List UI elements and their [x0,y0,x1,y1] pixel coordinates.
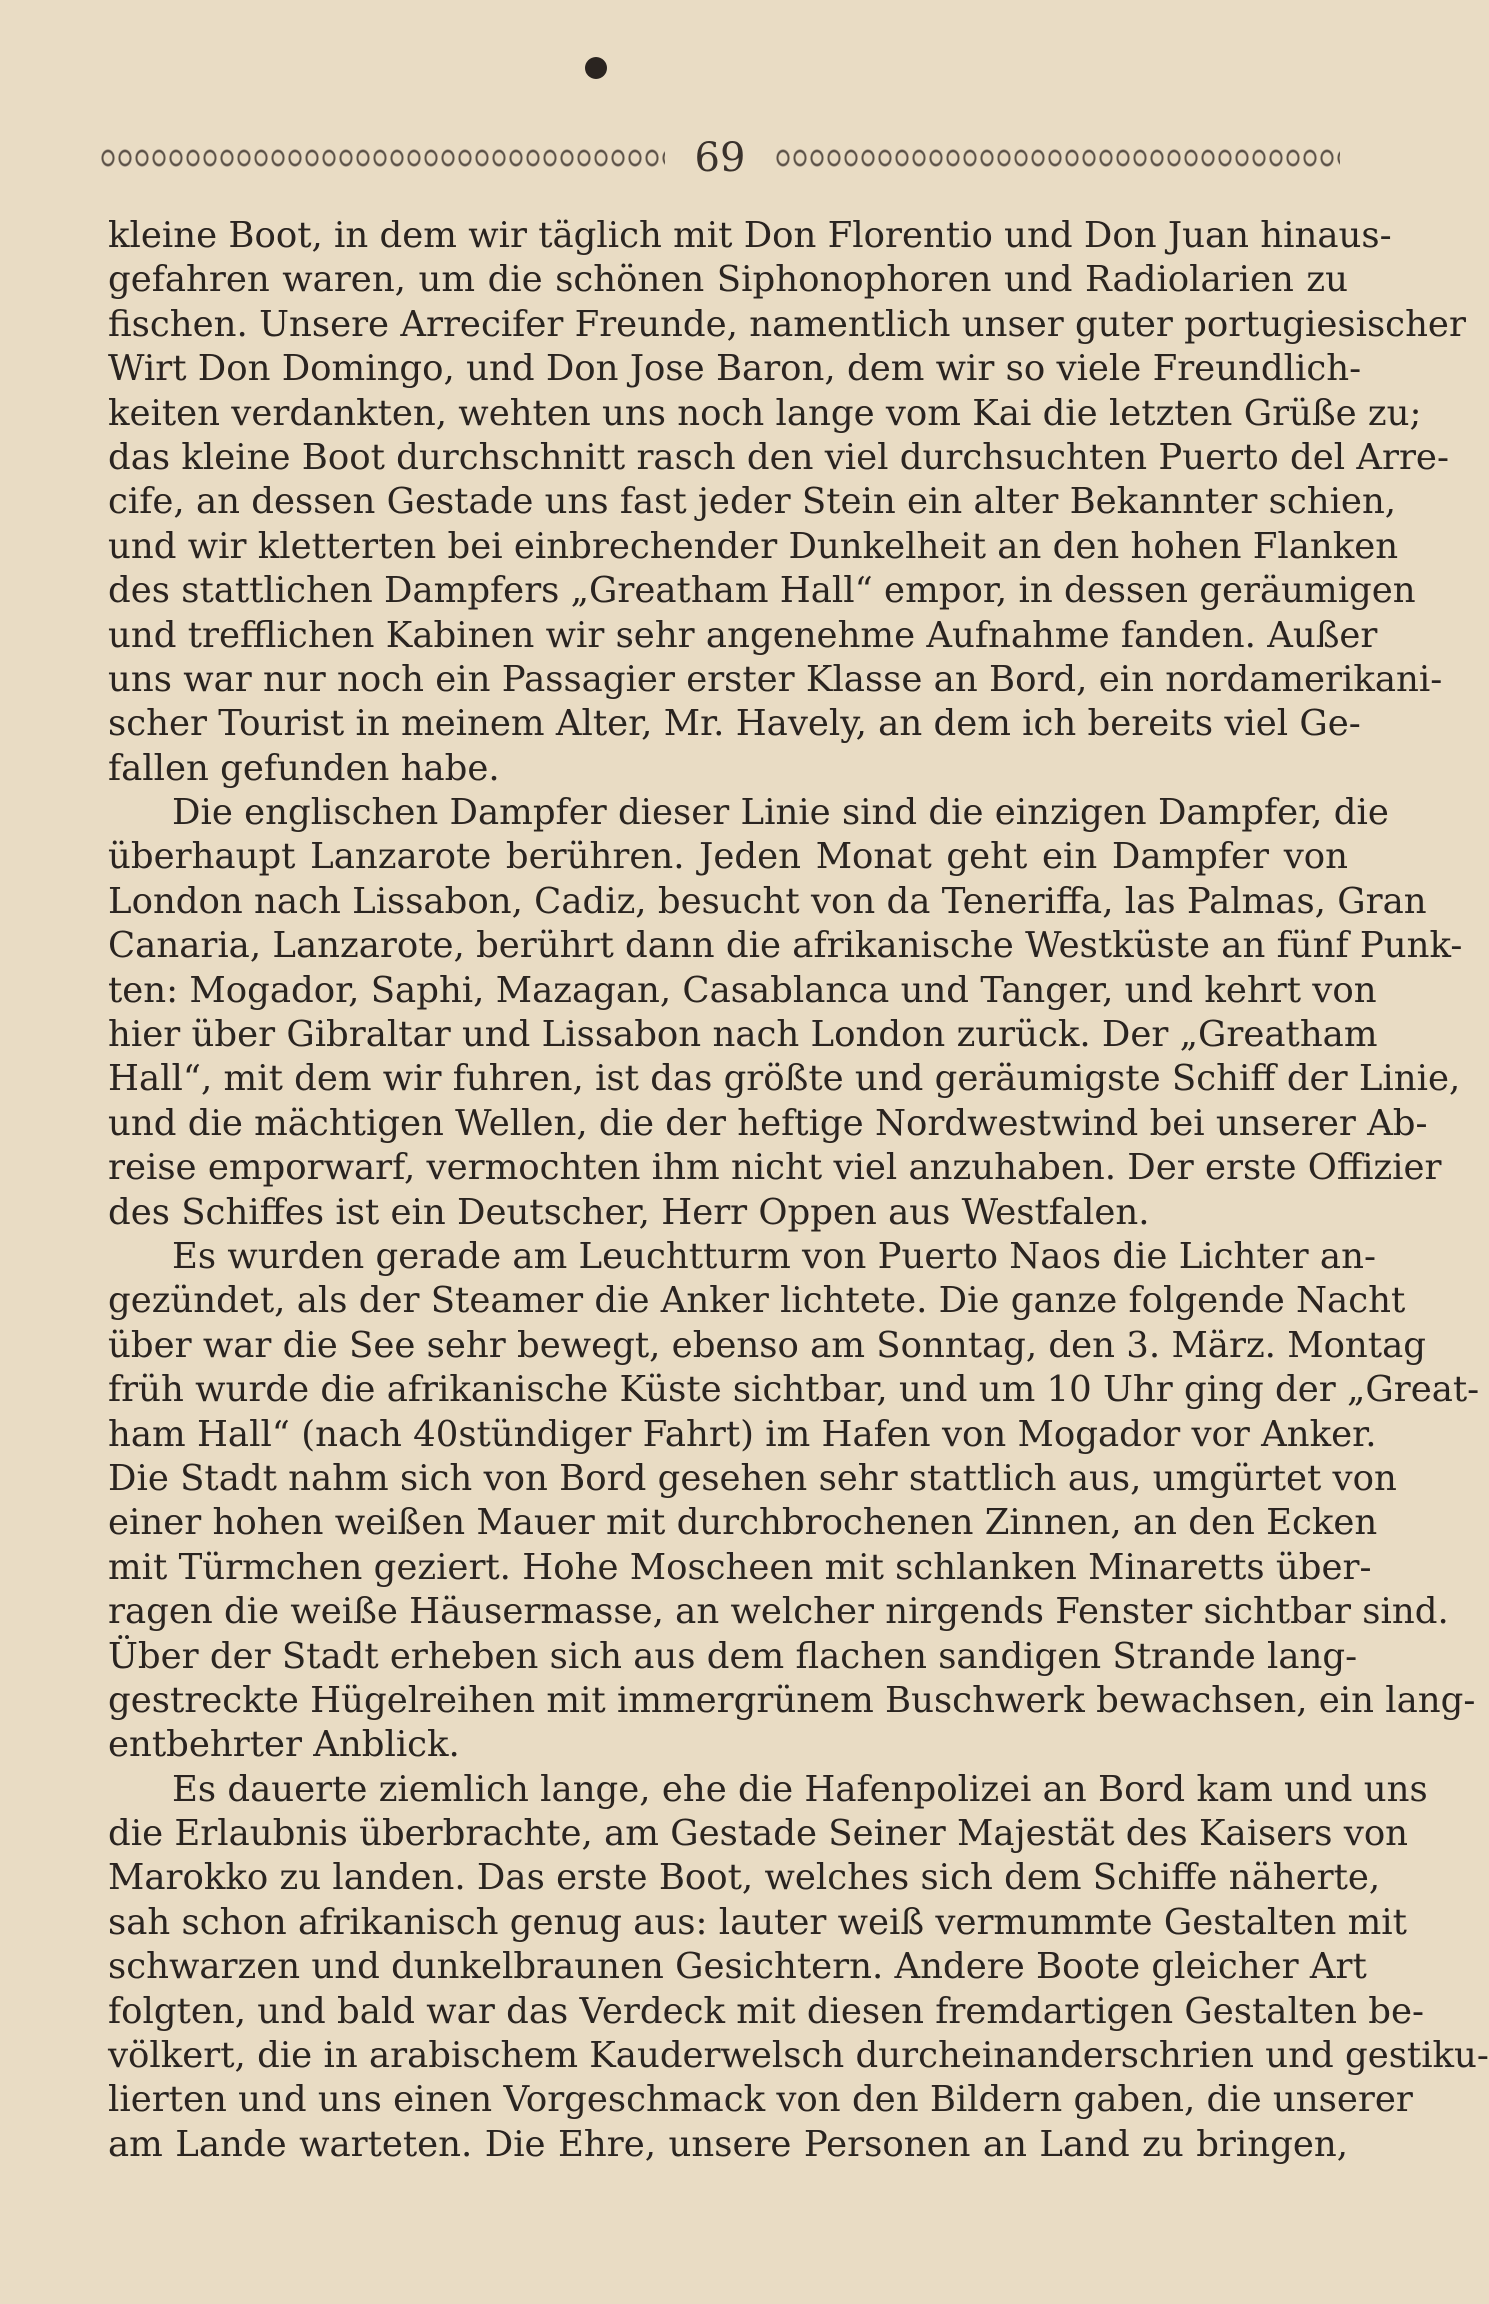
text-line: fischen. Unsere Arrecifer Freunde, namentlich unser guter portugiesischer [108,303,1466,345]
text-line: Wirt Don Domingo, und Don Jose Baron, dem wir so viele Freundlich- [108,348,1362,390]
text-line: ham Hall“ (nach 40stündiger Fahrt) im Hafen von Mogador vor Anker. [108,1413,1377,1455]
text-line: sah schon afrikanisch genug aus: lauter weiß vermummte Gestalten mit [108,1901,1407,1943]
text-line: ten: Mogador, Saphi, Mazagan, Casablanca und Tanger, und kehrt von [108,969,1377,1011]
text-line: gefahren waren, um die schönen Siphonophoren und Radiolarien zu [108,259,1348,301]
text-line: scher Tourist in meinem Alter, Mr. Havely, an dem ich bereits viel Ge- [108,703,1361,745]
ornamental-rule-right [775,145,1340,171]
text-line: völkert, die in arabischem Kauderwelsch durcheinanderschrien und gestiku- [108,2035,1489,2077]
text-line: Hall“, mit dem wir fuhren, ist das größte und geräumigste Schiff der Linie, [108,1058,1461,1100]
text-line: Über der Stadt erheben sich aus dem flachen sandigen Strande lang- [108,1635,1358,1677]
text-line: überhaupt Lanzarote berühren. Jeden Monat geht ein Dampfer von [108,836,1348,878]
text-line: Die Stadt nahm sich von Bord gesehen sehr stattlich aus, umgürtet von [108,1457,1397,1499]
text-line: und die mächtigen Wellen, die der heftige Nordwestwind bei unserer Ab- [108,1102,1428,1144]
text-line: Es dauerte ziemlich lange, ehe die Hafenpolizei an Bord kam und uns [172,1768,1428,1810]
text-line: am Lande warteten. Die Ehre, unsere Personen an Land zu bringen, [108,2123,1348,2165]
text-line: des Schiffes ist ein Deutscher, Herr Oppen aus Westfalen. [108,1191,1150,1233]
text-line: über war die See sehr bewegt, ebenso am Sonntag, den 3. März. Montag [108,1324,1426,1366]
text-line: das kleine Boot durchschnitt rasch den viel durchsuchten Puerto del Arre- [108,436,1449,478]
text-line: ragen die weiße Häusermasse, an welcher nirgends Fenster sichtbar sind. [108,1591,1449,1633]
text-line: Canaria, Lanzarote, berührt dann die afrikanische Westküste an fünf Punk- [108,925,1463,967]
text-line: folgten, und bald war das Verdeck mit diesen fremdartigen Gestalten be- [108,1990,1424,2032]
text-line: keiten verdankten, wehten uns noch lange vom Kai die letzten Grüße zu; [108,392,1422,434]
text-line: hier über Gibraltar und Lissabon nach London zurück. Der „Greatham [108,1014,1378,1056]
text-line: Es wurden gerade am Leuchtturm von Puerto Naos die Lichter an- [172,1235,1376,1277]
page-header [100,132,1340,184]
text-line: schwarzen und dunkelbraunen Gesichtern. Andere Boote gleicher Art [108,1946,1367,1988]
text-line: kleine Boot, in dem wir täglich mit Don Florentio und Don Juan hinaus- [108,215,1392,256]
ink-spot [585,57,607,79]
text-line: uns war nur noch ein Passagier erster Klasse an Bord, ein nordamerikani- [108,658,1443,700]
page-number: 69 [694,135,746,181]
text-line: Marokko zu landen. Das erste Boot, welches sich dem Schiffe näherte, [108,1857,1381,1899]
text-line: lierten und uns einen Vorgeschmack von den Bildern gaben, die unserer [108,2079,1413,2121]
body-text [108,214,1489,2167]
text-line: entbehrter Anblick. [108,1724,460,1766]
text-line: einer hohen weißen Mauer mit durchbrochenen Zinnen, an den Ecken [108,1502,1378,1544]
text-line: London nach Lissabon, Cadiz, besucht von da Teneriffa, las Palmas, Gran [108,880,1427,922]
text-line: mit Türmchen geziert. Hohe Moscheen mit schlanken Minaretts über- [108,1546,1372,1588]
text-line: des stattlichen Dampfers „Greatham Hall“ empor, in dessen geräumigen [108,570,1416,612]
text-line: cife, an dessen Gestade uns fast jeder Stein ein alter Bekannter schien, [108,481,1397,523]
text-line: reise emporwarf, vermochten ihm nicht viel anzuhaben. Der erste Offizier [108,1147,1442,1189]
text-line: und trefflichen Kabinen wir sehr angenehme Aufnahme fanden. Außer [108,614,1378,656]
ornamental-rule-left [100,145,665,171]
text-line: gezündet, als der Steamer die Anker lichtete. Die ganze folgende Nacht [108,1280,1406,1322]
text-line: fallen gefunden habe. [108,747,500,789]
text-line: die Erlaubnis überbrachte, am Gestade Seiner Majestät des Kaisers von [108,1813,1409,1855]
text-line: früh wurde die afrikanische Küste sichtbar, und um 10 Uhr ging der „Great- [108,1369,1480,1411]
text-line: Die englischen Dampfer dieser Linie sind die einzigen Dampfer, die [172,792,1389,834]
text-line: und wir kletterten bei einbrechender Dunkelheit an den hohen Flanken [108,525,1399,567]
text-line: gestreckte Hügelreihen mit immergrünem Buschwerk bewachsen, ein lang- [108,1679,1476,1721]
